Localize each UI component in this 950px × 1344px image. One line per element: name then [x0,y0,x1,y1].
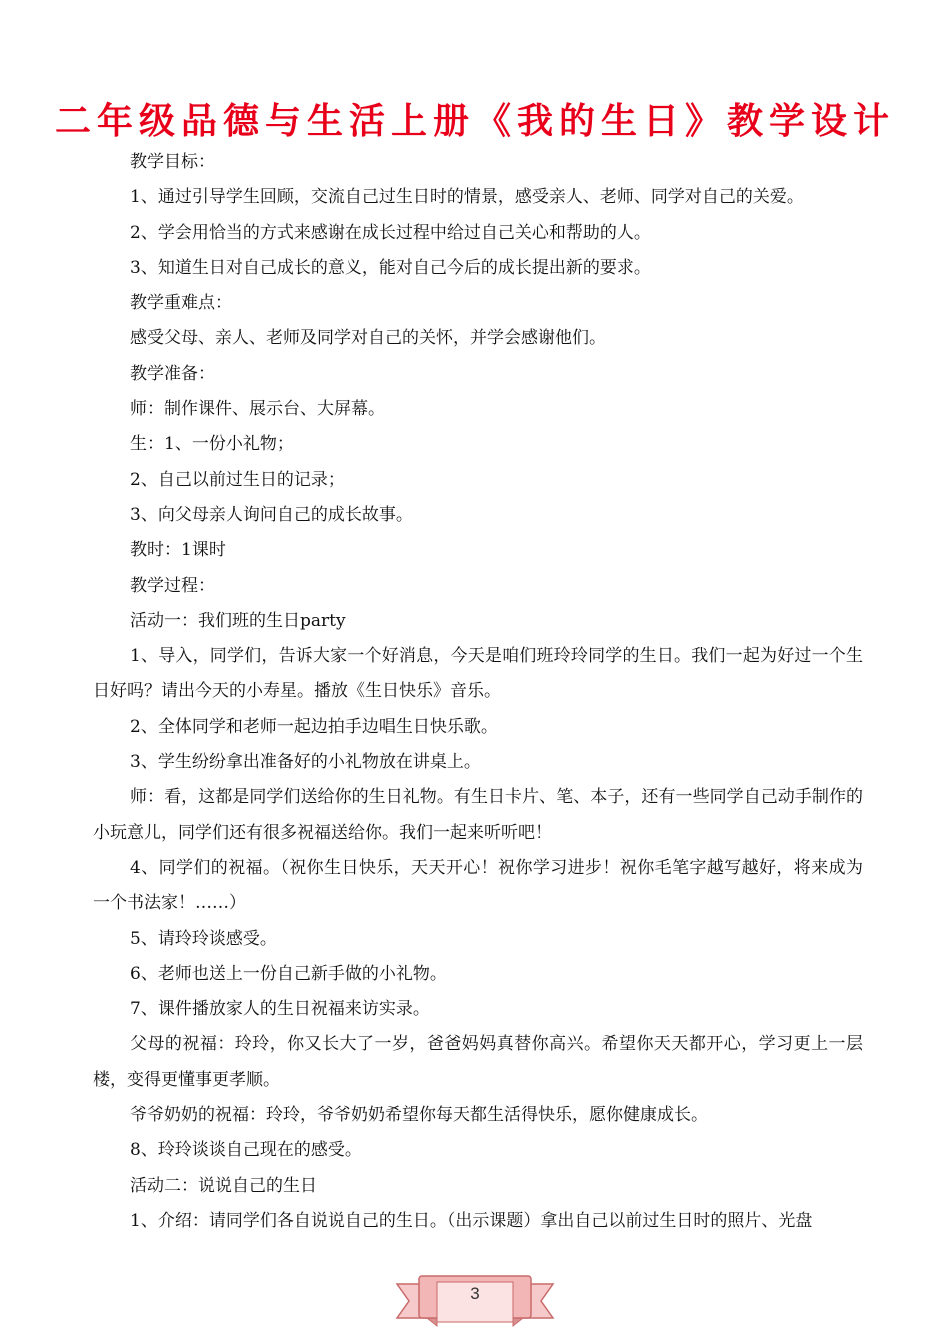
paragraph: 8、玲玲谈谈自己现在的感受。 [130,1140,362,1161]
paragraph: 1、导入，同学们，告诉大家一个好消息，今天是咱们班玲玲同学的生日。我们一起为好过一个生日好吗？请出今天的小寿星。播放《生日快乐》音乐。 [93,646,863,702]
paragraph: 爷爷奶奶的祝福：玲玲，爷爷奶奶希望你每天都生活得快乐，愿你健康成长。 [130,1105,708,1126]
paragraph: 生：1、一份小礼物； [130,434,294,455]
paragraph: 2、自己以前过生日的记录； [130,469,345,490]
paragraph: 1、通过引导学生回顾，交流自己过生日时的情景，感受亲人、老师、同学对自己的关爱。 [130,187,804,208]
paragraph: 活动二：说说自己的生日 [130,1175,317,1196]
paragraph: 教学目标： [130,152,215,172]
paragraph: 父母的祝福：玲玲，你又长大了一岁，爸爸妈妈真替你高兴。希望你天天都开心，学习更上一层楼，变得更懂事更孝顺。 [93,1034,863,1090]
paragraph: 教学重难点： [130,293,232,314]
paragraph: 教学准备： [130,363,215,384]
paragraph: 感受父母、亲人、老师及同学对自己的关怀，并学会感谢他们。 [130,328,606,349]
paragraph: 1、介绍：请同学们各自说说自己的生日。（出示课题）拿出自己以前过生日时的照片、光盘 [130,1210,813,1231]
paragraph: 师：看，这都是同学们送给你的生日礼物。有生日卡片、笔、本子，还有一些同学自己动手制作的小玩意儿，同学们还有很多祝福送给你。我们一起来听听吧！ [93,787,863,843]
paragraph: 4、同学们的祝福。（祝你生日快乐，天天开心！祝你学习进步！祝你毛笔字越写越好，将来成为一个书法家！……） [93,857,863,914]
paragraph: 教时：1课时 [130,540,226,561]
paragraph: 5、请玲玲谈感受。 [130,928,277,949]
page-number-ribbon [393,1270,557,1334]
paragraph: 7、课件播放家人的生日祝福来访实录。 [130,999,430,1020]
paragraph: 活动一：我们班的生日party [130,610,346,631]
paragraph: 3、向父母亲人询问自己的成长故事。 [130,504,413,525]
document-title: 二年级品德与生活上册《我的生日》教学设计 [54,101,895,142]
paragraph: 3、学生纷纷拿出准备好的小礼物放在讲桌上。 [130,752,481,773]
paragraph: 2、学会用恰当的方式来感谢在成长过程中给过自己关心和帮助的人。 [130,222,651,243]
paragraph: 教学过程： [130,575,215,596]
paragraph: 6、老师也送上一份自己新手做的小礼物。 [130,963,447,984]
document-body [93,145,863,1239]
paragraph: 3、知道生日对自己成长的意义，能对自己今后的成长提出新的要求。 [130,257,651,278]
paragraph: 师：制作课件、展示台、大屏幕。 [130,399,385,420]
paragraph: 2、全体同学和老师一起边拍手边唱生日快乐歌。 [130,716,498,737]
page-number: 3 [470,1284,480,1303]
